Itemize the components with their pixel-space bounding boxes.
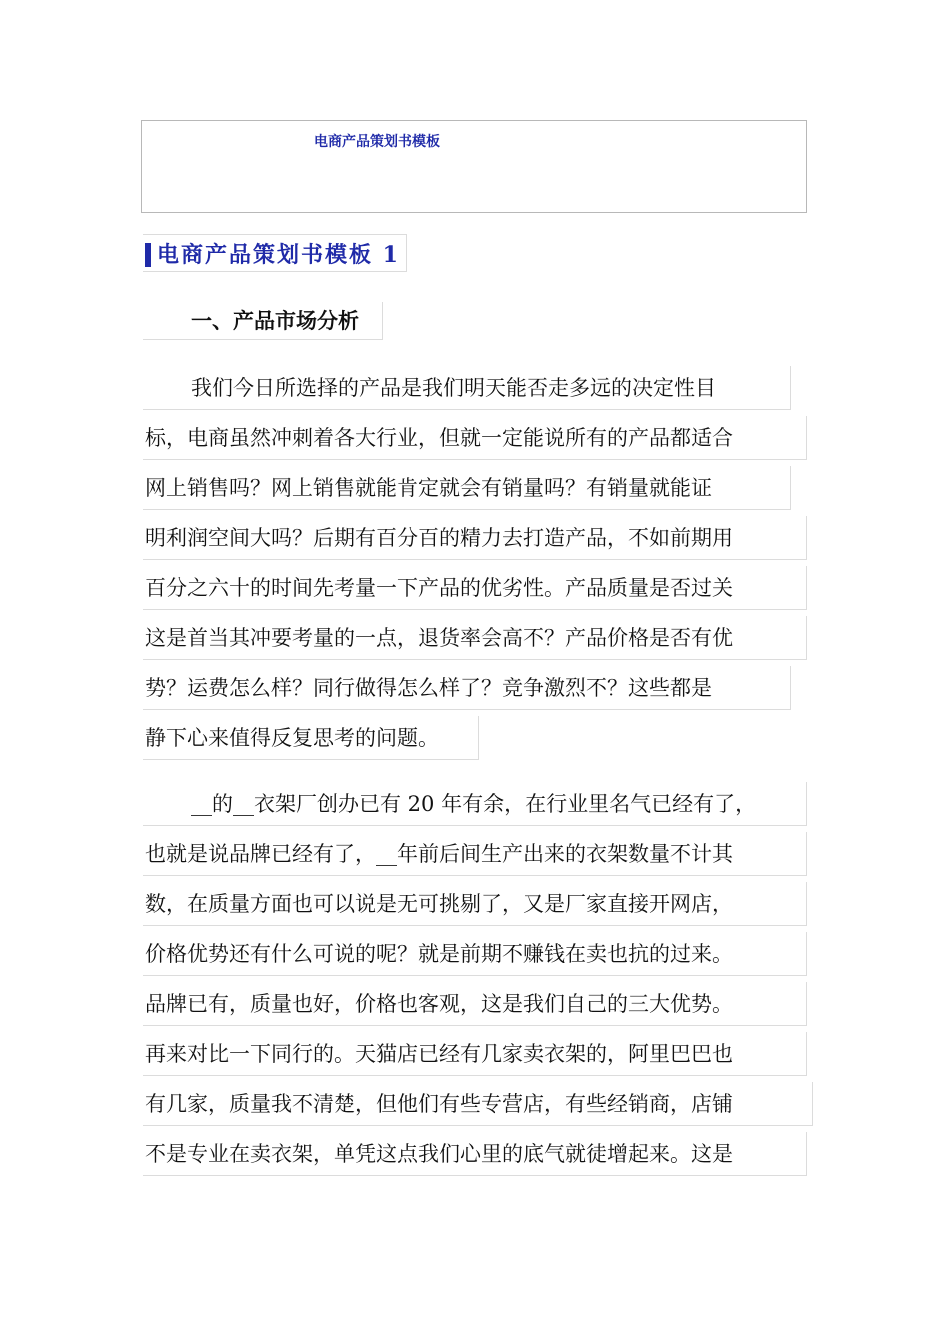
heading-1-text: 电商产品策划书模板 1 — [157, 241, 400, 268]
paragraph-line: 价格优势还有什么可说的呢？就是前期不赚钱在卖也抗的过来。 — [143, 932, 807, 976]
paragraph-line: 数，在质量方面也可以说是无可挑剔了，又是厂家直接开网店， — [143, 882, 807, 926]
paragraph-line: 有几家，质量我不清楚，但他们有些专营店，有些经销商，店铺 — [143, 1082, 813, 1126]
paragraph-line: 标，电商虽然冲刺着各大行业，但就一定能说所有的产品都适合 — [143, 416, 807, 460]
paragraph-line: 百分之六十的时间先考量一下产品的优劣性。产品质量是否过关 — [143, 566, 807, 610]
document-header-box — [141, 120, 807, 213]
paragraph-line: 品牌已有，质量也好，价格也客观，这是我们自己的三大优势。 — [143, 982, 807, 1026]
paragraph-line: 势？运费怎么样？同行做得怎么样了？竞争激烈不？这些都是 — [143, 666, 791, 710]
paragraph-line: 再来对比一下同行的。天猫店已经有几家卖衣架的，阿里巴巴也 — [143, 1032, 807, 1076]
paragraph-line: 这是首当其冲要考量的一点，退货率会高不？产品价格是否有优 — [143, 616, 807, 660]
paragraph-line: 网上销售吗？网上销售就能肯定就会有销量吗？有销量就能证 — [143, 466, 791, 510]
heading-marker — [145, 243, 151, 267]
paragraph-line: __的__衣架厂创办已有 20 年有余，在行业里名气已经有了， — [143, 782, 807, 826]
heading-1 — [143, 234, 407, 272]
paragraph-line: 我们今日所选择的产品是我们明天能否走多远的决定性目 — [143, 366, 791, 410]
paragraph-line: 明利润空间大吗？后期有百分百的精力去打造产品，不如前期用 — [143, 516, 807, 560]
paragraph-line: 不是专业在卖衣架，单凭这点我们心里的底气就徒增起来。这是 — [143, 1132, 807, 1176]
heading-2: 一、产品市场分析 — [143, 302, 383, 340]
document-header-title: 电商产品策划书模板 — [314, 134, 440, 150]
paragraph-line: 也就是说品牌已经有了，__年前后间生产出来的衣架数量不计其 — [143, 832, 807, 876]
paragraph-line: 静下心来值得反复思考的问题。 — [143, 716, 479, 760]
